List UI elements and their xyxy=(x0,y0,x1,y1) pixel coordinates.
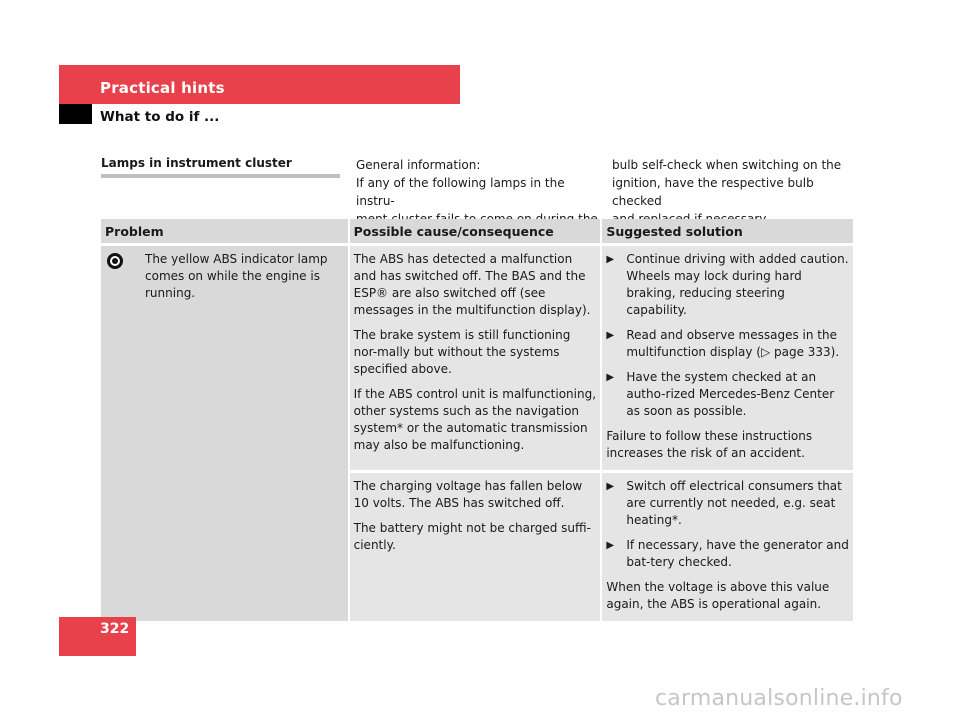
cause-paragraph: If the ABS control unit is malfunctioning, other systems such as the navigation system* or the automatic transmission may also be malfunctioning. xyxy=(353,387,597,452)
abs-warning-icon xyxy=(107,253,123,269)
solution-bullet: ▶ Read and observe messages in the multifunction display (▷ page 333). xyxy=(606,328,840,359)
page-number-box xyxy=(59,617,136,656)
header-problem: Problem xyxy=(101,219,350,246)
bullet-arrow-icon: ▶ xyxy=(606,372,615,383)
table-row xyxy=(101,246,853,470)
section-title: Lamps in instrument cluster xyxy=(101,156,292,170)
intro-text-col2: bulb self-check when switching on the ignition, have the respective bulb checked xyxy=(612,158,842,208)
problem-cell xyxy=(101,246,350,621)
watermark: carmanualsonline.info xyxy=(655,686,903,711)
solution-bullet: ▶ Continue driving with added caution. Wheels may lock during hard braking, reducing steering capability. xyxy=(606,252,849,317)
chapter-header-bar xyxy=(59,65,460,104)
solution-bullet: ▶ Have the system checked at an autho-rized Mercedes-Benz Center as soon as possible. xyxy=(606,370,835,418)
solution-bullet: ▶ Switch off electrical consumers that are currently not needed, e.g. seat heating*. xyxy=(606,479,842,527)
solution-cell xyxy=(602,246,853,470)
cause-cell xyxy=(350,470,603,621)
bullet-arrow-icon: ▶ xyxy=(606,540,615,551)
solution-note: Failure to follow these instructions increases the risk of an accident. xyxy=(606,429,813,460)
intro-text-col1: General information: If any of the following lamps in the instru- xyxy=(356,158,565,208)
cause-paragraph: The battery might not be charged suffi-ciently. xyxy=(353,521,591,552)
problem-text: The yellow ABS indicator lamp comes on while the engine is running. xyxy=(145,252,328,300)
table-header-row xyxy=(101,219,853,246)
bullet-arrow-icon: ▶ xyxy=(606,330,615,341)
cause-cell xyxy=(350,246,603,470)
solution-cell xyxy=(602,470,853,621)
section-subtitle: What to do if ... xyxy=(100,109,220,125)
solution-note: When the voltage is above this value again, the ABS is operational again. xyxy=(606,580,830,611)
header-solution: Suggested solution xyxy=(602,219,853,246)
solution-bullet: ▶ If necessary, have the generator and bat-tery checked. xyxy=(606,538,849,569)
cause-paragraph: The charging voltage has fallen below 10 volts. The ABS has switched off. xyxy=(353,479,583,510)
cause-paragraph: The ABS has detected a malfunction and has switched off. The BAS and the ESP® are also switched off (see messages in the multifunction display). xyxy=(353,252,591,317)
chapter-title: Practical hints xyxy=(100,79,225,97)
cause-paragraph: The brake system is still functioning nor-mally but without the systems specified above. xyxy=(353,328,571,376)
section-divider xyxy=(101,174,340,178)
bullet-arrow-icon: ▶ xyxy=(606,254,615,265)
bullet-arrow-icon: ▶ xyxy=(606,481,615,492)
header-marker xyxy=(59,104,92,124)
page-number: 322 xyxy=(100,621,130,637)
troubleshooting-table xyxy=(101,219,853,621)
header-cause: Possible cause/consequence xyxy=(350,219,603,246)
